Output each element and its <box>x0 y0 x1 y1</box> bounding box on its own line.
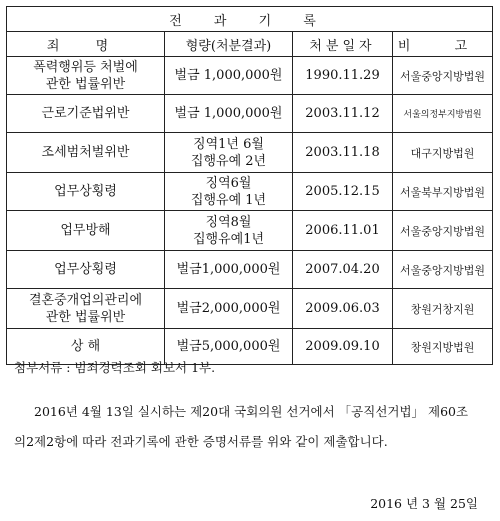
table-title: 전 과 기 록 <box>7 7 493 32</box>
crime-cell <box>7 251 165 289</box>
date-cell: 2005.12.15 <box>293 173 393 211</box>
date-cell: 2007.04.20 <box>293 251 393 289</box>
date-cell: 2006.11.01 <box>293 211 393 251</box>
court-cell: 창원거창지원 <box>393 289 493 329</box>
court-cell: 창원지방법원 <box>393 329 493 365</box>
sentence-cell <box>165 133 293 173</box>
date-cell: 2009.06.03 <box>293 289 393 329</box>
court-cell: 서울중앙지방법원 <box>393 57 493 95</box>
crime-cell <box>7 133 165 173</box>
table-row <box>7 95 493 133</box>
sentence-cell <box>165 57 293 95</box>
table-row <box>7 133 493 173</box>
header-remarks: 비 고 <box>393 32 493 57</box>
sentence-cell <box>165 173 293 211</box>
date-cell: 2003.11.18 <box>293 133 393 173</box>
court-cell: 서울의정부지방법원 <box>393 95 493 133</box>
header-crime: 죄 명 <box>7 32 165 57</box>
table-row <box>7 57 493 95</box>
table-row <box>7 251 493 289</box>
crime-line: 업무방해 <box>60 223 111 238</box>
crime-line: 상 해 <box>70 339 101 354</box>
crime-cell <box>7 211 165 251</box>
court-cell: 서울북부지방법원 <box>393 173 493 211</box>
sentence-line: 벌금5,000,000원 <box>176 339 281 354</box>
date-cell: 2003.11.12 <box>293 95 393 133</box>
crime-line: 조세범처벌위반 <box>41 145 130 160</box>
table-row <box>7 173 493 211</box>
attachment-note: 첨부서류 : 범죄경력조회 회보서 1부. <box>14 360 216 375</box>
table-title-row <box>7 7 493 32</box>
date-cell: 1990.11.29 <box>293 57 393 95</box>
table-row <box>7 289 493 329</box>
sentence-line: 벌금1,000,000원 <box>176 262 281 277</box>
court-cell: 대구지방법원 <box>393 133 493 173</box>
table-row <box>7 211 493 251</box>
crime-line: 관한 법률위반 <box>45 309 126 325</box>
court-cell: 서울중앙지방법원 <box>393 251 493 289</box>
sentence-line: 징역6월 <box>205 175 252 191</box>
sentence-line: 집행유예1년 <box>192 231 265 247</box>
sentence-line: 징역8월 <box>205 214 252 230</box>
crime-cell <box>7 95 165 133</box>
crime-line: 결혼중개업의관리에 <box>28 292 143 308</box>
crime-cell <box>7 289 165 329</box>
sentence-cell <box>165 211 293 251</box>
sentence-cell <box>165 95 293 133</box>
sentence-line: 벌금 1,000,000원 <box>174 106 283 121</box>
header-sentence: 형량(처분결과) <box>165 32 293 57</box>
crime-cell <box>7 173 165 211</box>
criminal-record-table <box>6 6 493 365</box>
crime-line: 근로기준법위반 <box>41 106 130 121</box>
sentence-line: 벌금 1,000,000원 <box>174 68 283 83</box>
signature-date: 2016 년 3 월 25일 <box>370 496 478 511</box>
crime-line: 업무상횡령 <box>54 262 117 277</box>
sentence-cell <box>165 289 293 329</box>
statement-line-1: 2016년 4월 13일 실시하는 제20대 국회의원 선거에서 「공직선거법」 제60조 <box>34 404 469 419</box>
header-date: 처분일자 <box>293 32 393 57</box>
sentence-cell <box>165 251 293 289</box>
crime-line: 관한 법률위반 <box>45 76 126 92</box>
date-cell: 2009.09.10 <box>293 329 393 365</box>
sentence-line: 집행유예 2년 <box>190 153 267 169</box>
sentence-line: 집행유예 1년 <box>190 192 267 208</box>
sentence-line: 징역1년 6월 <box>193 136 264 152</box>
sentence-line: 벌금2,000,000원 <box>176 301 281 316</box>
crime-line: 폭력행위등 처벌에 <box>33 59 138 75</box>
table-body <box>7 57 493 365</box>
court-cell: 서울중앙지방법원 <box>393 211 493 251</box>
crime-line: 업무상횡령 <box>54 184 117 199</box>
table-header-row <box>7 32 493 57</box>
statement-line-2: 의2제2항에 따라 전과기록에 관한 증명서류를 위와 같이 제출합니다. <box>14 434 388 449</box>
crime-cell <box>7 57 165 95</box>
